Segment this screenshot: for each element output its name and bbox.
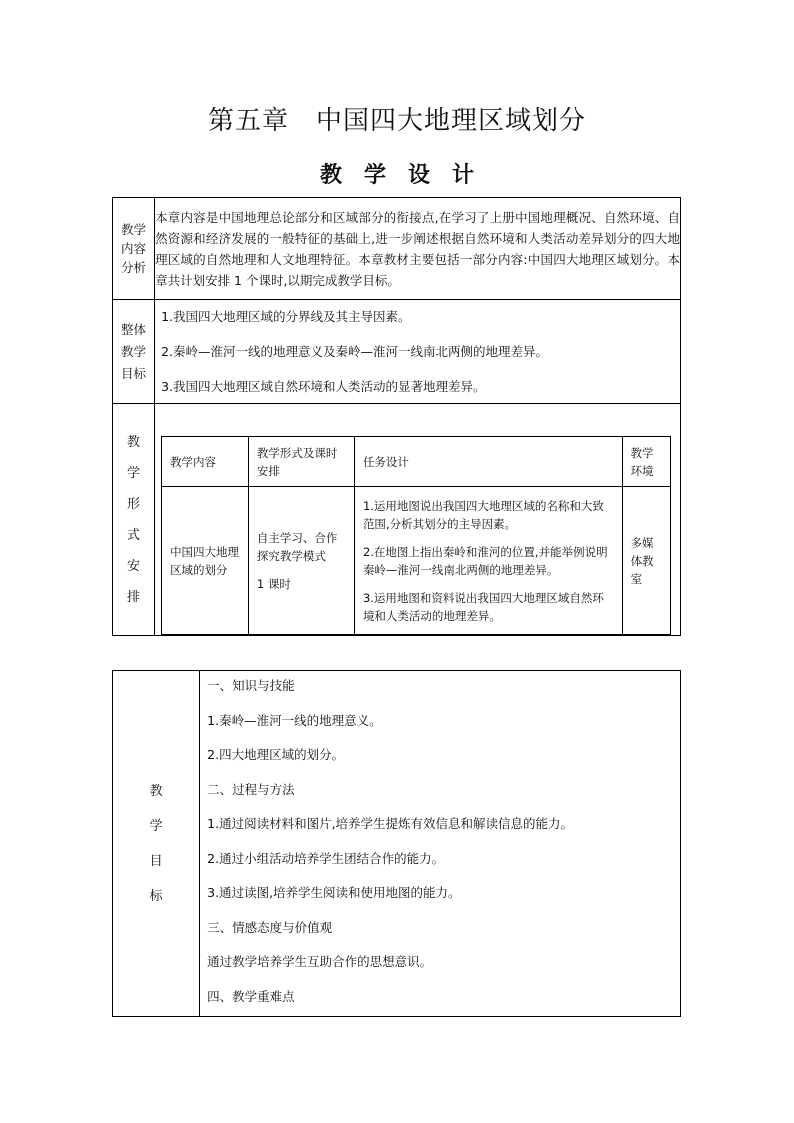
format-cell (155, 404, 681, 636)
format-header-row (162, 437, 671, 487)
analysis-label: 教学内容分析 (113, 198, 155, 300)
page-title: 第五章 中国四大地理区域划分 (207, 106, 586, 136)
objective-item: 通过教学培养学生互助合作的思想意识。 (207, 954, 433, 969)
objectives-content (200, 671, 681, 1017)
objective-item: 1.通过阅读材料和图片,培养学生提炼有效信息和解读信息的能力。 (207, 816, 574, 831)
overall-goal-item: 3.我国四大地理区域自然环境和人类活动的显著地理差异。 (161, 378, 486, 394)
page-subtitle: 教学设计 (319, 163, 496, 188)
objective-item: 2.四大地理区域的划分。 (207, 747, 345, 762)
design-table (112, 197, 681, 636)
header-tasks: 任务设计 (354, 437, 622, 487)
cell-content: 中国四大地理区域的划分 (162, 487, 249, 635)
objective-heading: 一、知识与技能 (207, 678, 295, 693)
format-body-row (162, 487, 671, 635)
objectives-table (112, 670, 681, 1017)
analysis-text: 本章内容是中国地理总论部分和区域部分的衔接点,在学习了上册中国地理概况、自然环境、自然资源和经济发展的一般特征的基础上,进一步阐述根据自然环境和人类活动差异划分的四大地理区域的自然地理和人文地理特征。本章教材主要包括一部分内容:中国四大地理区域划分。本章共计划安排 1 个课时,以期完成教学目标。 (155, 198, 681, 300)
objective-heading: 四、教学重难点 (207, 988, 295, 1004)
task-item: 1.运用地图说出我国四大地理区域的名称和大致范围,分析其划分的主导因素。 (362, 498, 604, 531)
overall-goals-list (155, 300, 681, 404)
cell-env: 多媒体教室 (622, 487, 671, 635)
header-env: 教学环境 (622, 437, 671, 487)
format-label: 教 学 形 式 安 排 (113, 404, 155, 636)
objective-heading: 二、过程与方法 (207, 781, 295, 797)
objective-item: 1.秦岭—淮河一线的地理意义。 (207, 712, 382, 728)
objective-item: 3.通过读图,培养学生阅读和使用地图的能力。 (207, 885, 461, 900)
format-inner-table (161, 436, 671, 635)
task-item: 2.在地图上指出秦岭和淮河的位置,并能举例说明秦岭—淮河一线南北两侧的地理差异。 (362, 544, 608, 577)
objective-item: 2.通过小组活动培养学生团结合作的能力。 (207, 850, 445, 866)
cell-form: 自主学习、合作探究教学模式 1 课时 (248, 487, 354, 635)
header-content: 教学内容 (162, 437, 249, 487)
cell-tasks (354, 487, 622, 635)
task-item: 3.运用地图和资料说出我国四大地理区域自然环境和人类活动的地理差异。 (362, 590, 604, 623)
overall-goals-label: 整体教学目标 (113, 300, 155, 404)
objectives-label: 教 学 目 标 (113, 671, 200, 1017)
overall-goal-item: 1.我国四大地理区域的分界线及其主导因素。 (161, 308, 411, 324)
objective-heading: 三、情感态度与价值观 (207, 919, 333, 935)
overall-goal-item: 2.秦岭—淮河一线的地理意义及秦岭—淮河一线南北两侧的地理差异。 (161, 343, 548, 359)
header-form: 教学形式及课时安排 (248, 437, 354, 487)
